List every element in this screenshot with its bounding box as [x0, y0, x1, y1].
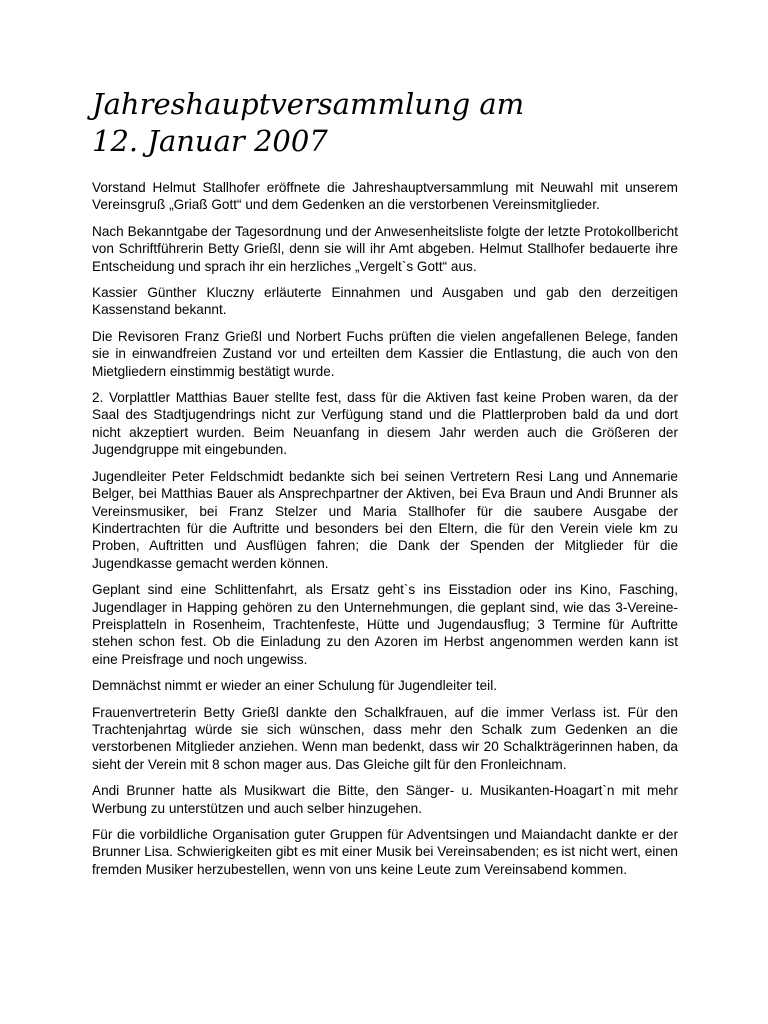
paragraph-plans: Geplant sind eine Schlittenfahrt, als Ersatz geht`s ins Eisstadion oder ins Kino, Fasching, Jugendlager in Happing gehören zu den Unternehmungen, die geplant sind, wie das 3-Vereine-Preisplatteln in Rosenheim, Trachtenfeste, Hütte und Jugendausflug; 3 Termine für Auftritte stehen schon fest. Ob die Einladung zu den Azoren im Herbst angenommen werden kann ist eine Preisfrage und noch ungewiss. — [92, 582, 678, 667]
page-title — [92, 86, 678, 160]
title-line-1: Jahreshauptversammlung am — [92, 87, 525, 121]
paragraph-vorplattler: 2. Vorplattler Matthias Bauer stellte fest, dass für die Aktiven fast keine Proben waren, da der Saal des Stadtjugendrings nicht zur Verfügung stand und die Plattlerproben bald da und dort nicht akzeptiert wurden. Beim Neuanfang in diesem Jahr werden auch die Größeren der Jugendgruppe mit eingebunden. — [92, 390, 678, 458]
paragraph-training: Demnächst nimmt er wieder an einer Schulung für Jugendleiter teil. — [92, 678, 497, 694]
title-line-2: 12. Januar 2007 — [92, 124, 328, 158]
document-page — [92, 86, 678, 887]
paragraph-treasurer: Kassier Günther Kluczny erläuterte Einnahmen und Ausgaben und gab den derzeitigen Kassenstand bekannt. — [92, 285, 678, 318]
paragraph-music-warden: Andi Brunner hatte als Musikwart die Bitte, den Sänger- u. Musikanten-Hoagart`n mit mehr Werbung zu unterstützen und auch selber hinzugehen. — [92, 783, 678, 816]
paragraph-auditors: Die Revisoren Franz Grießl und Norbert Fuchs prüften die vielen angefallenen Belege, fanden sie in einwandfreien Zustand vor und erteilten dem Kassier die Entlastung, die auch von den Mietgliedern einstimmig bestätigt wurde. — [92, 328, 678, 379]
paragraph-youth-leader: Jugendleiter Peter Feldschmidt bedankte sich bei seinen Vertretern Resi Lang und Annemarie Belger, bei Matthias Bauer als Ansprechpartner der Aktiven, bei Eva Braun und Andi Brunner als Vereinsmusiker, bei Franz Stelzer und Maria Stallhofer für die saubere Ausgabe der Kindertrachten für die Auftritte und besonders bei den Eltern, die für den Verein viele km zu Proben, Auftritten und Ausflügen fahren; die Dank der Spenden der Mitglieder für die Jugendkasse gemacht werden können. — [92, 468, 678, 571]
paragraph-protocol: Nach Bekanntgabe der Tagesordnung und der Anwesenheitsliste folgte der letzte Protokollbericht von Schriftführerin Betty Grießl, denn sie will ihr Amt abgeben. Helmut Stallhofer bedauerte ihre Entscheidung und sprach ihr ein herzliches „Vergelt`s Gott“ aus. — [92, 223, 678, 274]
paragraph-organisation: Für die vorbildliche Organisation guter Gruppen für Adventsingen und Maiandacht dankte er der Brunner Lisa. Schwierigkeiten gibt es mit einer Musik bei Vereinsabenden; es ist nicht wert, einen fremden Musiker herzubestellen, wenn von uns keine Leute zum Vereinsabend kommen. — [92, 827, 678, 877]
paragraph-women-rep: Frauenvertreterin Betty Grießl dankte den Schalkfrauen, auf die immer Verlass ist. Für den Trachtenjahrtag würde sie sich wünschen, dass mehr den Schalk zum Gedenken an die verstorbenen Mitglieder anziehen. Wenn man bedenkt, dass wir 20 Schalkträgerinnen haben, da sieht der Verein mit 8 schon mager aus. Das Gleiche gilt für den Fronleichnam. — [92, 704, 678, 772]
paragraph-opening: Vorstand Helmut Stallhofer eröffnete die Jahreshauptversammlung mit Neuwahl mit unserem Vereinsgruß „Griaß Gott“ und dem Gedenken an die verstorbenen Vereinsmitglieder. — [92, 180, 678, 213]
